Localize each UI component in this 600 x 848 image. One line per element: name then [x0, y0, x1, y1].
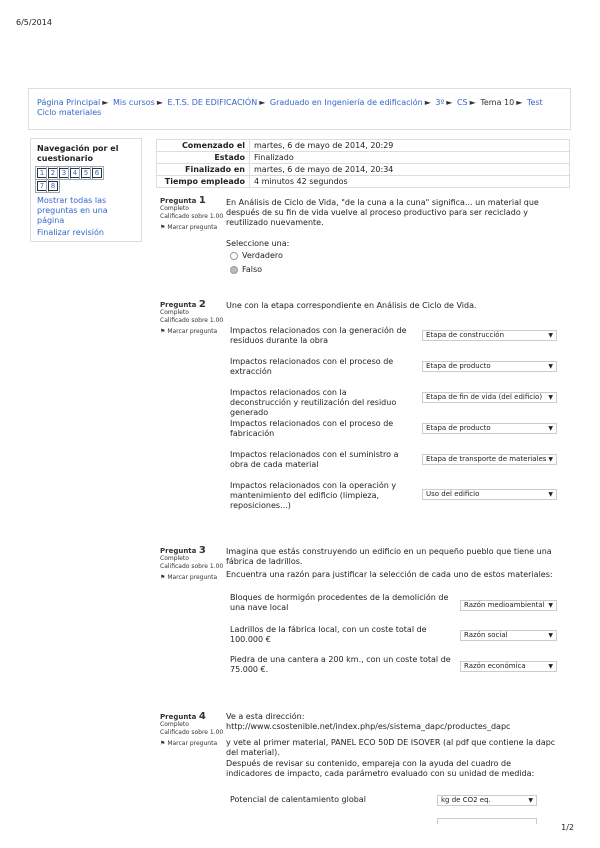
chevron-down-icon: ▼ — [548, 456, 553, 463]
breadcrumb-quiz[interactable]: Test Ciclo materiales — [37, 98, 543, 117]
breadcrumb-degree[interactable]: Graduado en Ingeniería de edificación — [269, 98, 423, 107]
option-true[interactable]: Verdadero — [230, 251, 283, 261]
state-value: Finalizado — [250, 152, 570, 164]
question-button-3[interactable]: 3 — [59, 168, 69, 178]
radio-false[interactable] — [230, 266, 238, 274]
match-label: Potencial de calentamiento global — [230, 795, 366, 804]
question-button-6[interactable]: 6 — [92, 168, 102, 178]
question-button-5[interactable]: 5 — [81, 168, 91, 178]
match-label: Bloques de hormigón procedentes de la demolición de una nave local — [230, 593, 449, 612]
table-row — [157, 140, 570, 152]
question-1-info — [160, 197, 224, 232]
started-value: martes, 6 de mayo de 2014, 20:29 — [250, 140, 570, 152]
question-number-label: Pregunta 4 — [160, 711, 206, 722]
table-row — [157, 176, 570, 188]
question-grade: Calificado sobre 1.00 — [160, 317, 224, 324]
question-3-text-2: Encuentra una razón para justificar la selección de cada uno de estos materiales: — [226, 570, 553, 579]
chevron-down-icon: ▼ — [548, 332, 553, 339]
match-select[interactable]: Etapa de transporte de materiales ▼ — [422, 454, 557, 465]
question-2-text: Une con la etapa correspondiente en Análisis de Ciclo de Vida. — [226, 301, 477, 310]
match-label: Impactos relacionados con la operación y mantenimiento del edificio (limpieza, reposiciones...) — [230, 481, 397, 510]
question-4-info — [160, 713, 224, 748]
question-4-url: http://www.csostenible.net/index.php/es/sistema_dapc/productes_dapc — [226, 722, 511, 731]
flag-icon: ⚑ — [160, 224, 166, 231]
match-select[interactable]: Etapa de producto ▼ — [422, 423, 557, 434]
breadcrumb-home[interactable]: Página Principal — [37, 98, 101, 107]
breadcrumb: Página Principal ► Mis cursos ► E.T.S. DE EDIFICACIÓN ► Graduado en Ingeniería de edificación ► 3º ► CS ► Tema 10 ► Test Ciclo materiales — [28, 88, 571, 130]
question-status: Completo — [160, 205, 189, 212]
quiz-navigation — [30, 138, 142, 242]
finished-label: Finalizado en — [157, 164, 250, 176]
match-select[interactable]: Etapa de fin de vida (del edificio) ▼ — [422, 392, 557, 403]
match-select[interactable]: Razón económica ▼ — [460, 661, 557, 672]
print-date: 6/5/2014 — [16, 18, 52, 27]
chevron-down-icon: ▼ — [548, 632, 553, 639]
breadcrumb-my-courses[interactable]: Mis cursos — [112, 98, 155, 107]
match-label: Piedra de una cantera a 200 km., con un coste total de 75.000 €. — [230, 655, 451, 674]
finished-value: martes, 6 de mayo de 2014, 20:34 — [250, 164, 570, 176]
chevron-down-icon: ▼ — [548, 602, 553, 609]
question-grade: Calificado sobre 1.00 — [160, 213, 224, 220]
question-1-prompt: Seleccione una: — [226, 239, 290, 248]
question-number-label: Pregunta 2 — [160, 299, 206, 310]
flag-question[interactable]: ⚑ Marcar pregunta — [160, 328, 218, 335]
match-label: Impactos relacionados con el proceso de fabricación — [230, 419, 394, 438]
page-number: 1/2 — [561, 823, 574, 832]
show-all-questions-link[interactable]: Mostrar todas las preguntas en una página — [37, 196, 108, 225]
question-button-8[interactable]: 8 — [48, 181, 58, 191]
started-label: Comenzado el — [157, 140, 250, 152]
match-select-cut[interactable] — [437, 818, 537, 824]
option-false[interactable]: Falso — [230, 265, 262, 275]
question-button-4[interactable]: 4 — [70, 168, 80, 178]
chevron-down-icon: ▼ — [548, 425, 553, 432]
question-number-label: Pregunta 1 — [160, 195, 206, 206]
match-select[interactable]: Razón medioambiental ▼ — [460, 600, 557, 611]
question-status: Completo — [160, 721, 189, 728]
match-label: Impactos relacionados con el proceso de extracción — [230, 357, 394, 376]
flag-icon: ⚑ — [160, 328, 166, 335]
chevron-down-icon: ▼ — [548, 363, 553, 370]
flag-icon: ⚑ — [160, 740, 166, 747]
question-buttons — [37, 168, 135, 194]
question-4-text: Ve a esta dirección: — [226, 712, 305, 721]
flag-question[interactable]: ⚑ Marcar pregunta — [160, 574, 218, 581]
question-4-text-2: y vete al primer material, PANEL ECO 50D DE ISOVER (al pdf que contiene la dapc del material). — [226, 738, 556, 757]
time-label: Tiempo empleado — [157, 176, 250, 188]
match-select[interactable]: Etapa de producto ▼ — [422, 361, 557, 372]
finish-review-link[interactable]: Finalizar revisión — [37, 228, 104, 237]
flag-question[interactable]: ⚑ Marcar pregunta — [160, 224, 218, 231]
breadcrumb-course[interactable]: CS — [456, 98, 468, 107]
question-number-label: Pregunta 3 — [160, 545, 206, 556]
question-3-text: Imagina que estás construyendo un edificio en un pequeño pueblo que tiene una fábrica de ladrillos. — [226, 547, 552, 566]
quiz-navigation-title: Navegación por el cuestionario — [37, 144, 119, 163]
breadcrumb-year[interactable]: 3º — [435, 98, 445, 107]
match-label: Impactos relacionados con la deconstrucción y reutilización del residuo generado — [230, 388, 397, 417]
match-select[interactable]: Uso del edificio ▼ — [422, 489, 557, 500]
question-button-1[interactable]: 1 — [37, 168, 47, 178]
flag-question[interactable]: ⚑ Marcar pregunta — [160, 740, 218, 747]
question-1-text: En Análisis de Ciclo de Vida, "de la cuna a la cuna" significa... un material que después de su fin de vida vuelve al proceso productivo para ser reciclado y reutilizado nuevamente. — [226, 198, 539, 227]
question-grade: Calificado sobre 1.00 — [160, 729, 224, 736]
match-select[interactable]: Razón social ▼ — [460, 630, 557, 641]
chevron-down-icon: ▼ — [548, 663, 553, 670]
match-label: Impactos relacionados con el suministro a obra de cada material — [230, 450, 399, 469]
table-row — [157, 164, 570, 176]
time-value: 4 minutos 42 segundos — [250, 176, 570, 188]
breadcrumb-school[interactable]: E.T.S. DE EDIFICACIÓN — [167, 98, 258, 107]
question-button-2[interactable]: 2 — [48, 168, 58, 178]
question-status: Completo — [160, 309, 189, 316]
match-label: Ladrillos de la fábrica local, con un coste total de 100.000 € — [230, 625, 427, 644]
flag-icon: ⚑ — [160, 574, 166, 581]
radio-true[interactable] — [230, 252, 238, 260]
state-label: Estado — [157, 152, 250, 164]
match-label: Impactos relacionados con la generación de residuos durante la obra — [230, 326, 407, 345]
question-status: Completo — [160, 555, 189, 562]
match-select[interactable]: Etapa de construcción ▼ — [422, 330, 557, 341]
question-grade: Calificado sobre 1.00 — [160, 563, 224, 570]
question-4-text-3: Después de revisar su contenido, empareja con la ayuda del cuadro de indicadores de impacto, cada parámetro evaluado con su unidad de medida: — [226, 759, 535, 778]
chevron-down-icon: ▼ — [528, 797, 533, 804]
breadcrumb-topic: Tema 10 — [480, 98, 515, 107]
match-select[interactable]: kg de CO2 eq. ▼ — [437, 795, 537, 806]
question-2-info — [160, 301, 224, 336]
question-3-info — [160, 547, 224, 582]
chevron-down-icon: ▼ — [548, 394, 553, 401]
attempt-summary-table — [156, 139, 570, 188]
table-row — [157, 152, 570, 164]
chevron-down-icon: ▼ — [548, 491, 553, 498]
question-button-7[interactable]: 7 — [37, 181, 47, 191]
